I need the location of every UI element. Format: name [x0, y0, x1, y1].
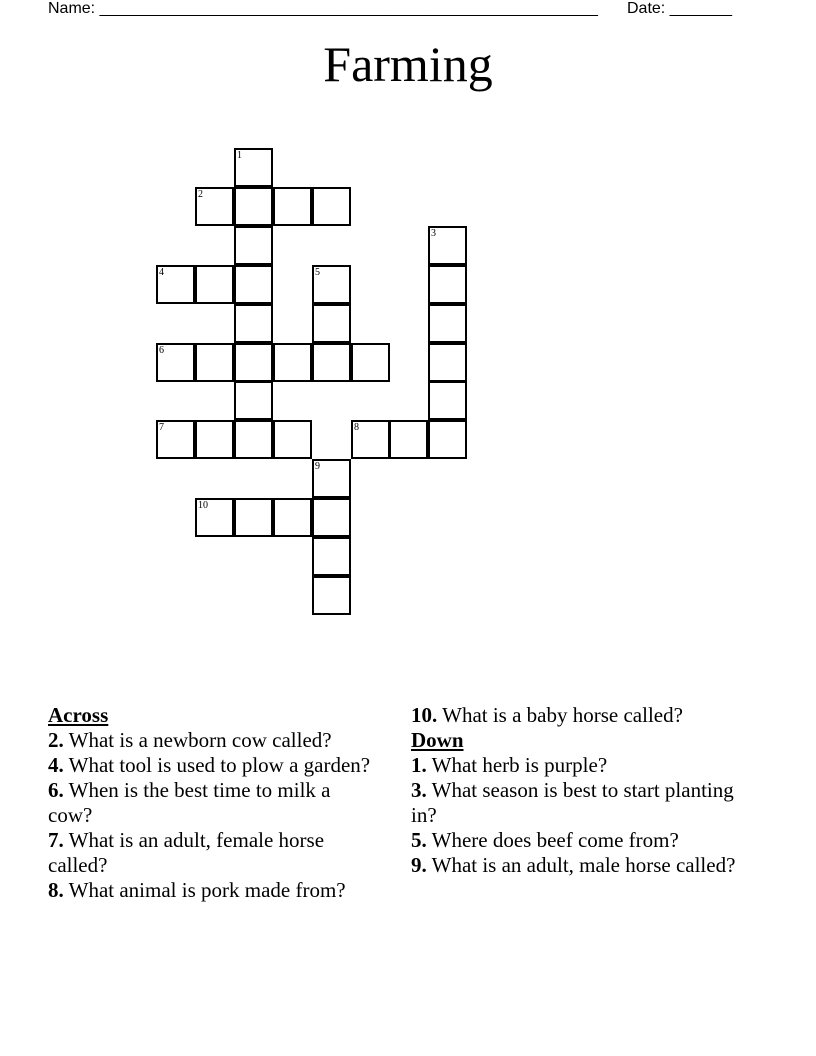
grid-cell[interactable]: [428, 226, 467, 265]
grid-cell[interactable]: [312, 498, 351, 537]
grid-cell[interactable]: [312, 187, 351, 226]
grid-cell[interactable]: [273, 343, 312, 382]
grid-cell[interactable]: [156, 265, 195, 304]
cell-number: 1: [237, 150, 242, 161]
across-clue-6: 6. When is the best time to milk a cow?: [48, 778, 331, 827]
grid-cell[interactable]: [195, 420, 234, 459]
cell-number: 3: [431, 228, 436, 239]
across-heading: Across: [48, 703, 109, 727]
grid-cell[interactable]: [428, 304, 467, 343]
down-clue-5: 5. Where does beef come from?: [411, 828, 679, 852]
grid-cell[interactable]: [234, 420, 273, 459]
header: [0, 0, 816, 22]
cell-number: 4: [159, 267, 164, 278]
grid-cell[interactable]: [428, 265, 467, 304]
cell-number: 5: [315, 267, 320, 278]
grid-cell[interactable]: [234, 343, 273, 382]
across-clue-8: 8. What animal is pork made from?: [48, 878, 346, 902]
grid-cell[interactable]: [234, 265, 273, 304]
down-heading: Down: [411, 728, 464, 752]
across-clue-7: 7. What is an adult, female horse called?: [48, 828, 325, 877]
grid-cell[interactable]: [234, 226, 273, 265]
grid-cell[interactable]: [273, 420, 312, 459]
across-clue-4: 4. What tool is used to plow a garden?: [48, 753, 371, 777]
clues-column-2: [411, 703, 751, 878]
grid-cell[interactable]: [195, 265, 234, 304]
down-clue-3: 3. What season is best to start planting in?: [411, 778, 734, 827]
name-field[interactable]: Name: ________________________________________________________: [48, 0, 598, 17]
cell-number: 2: [198, 189, 203, 200]
grid-cell[interactable]: [273, 187, 312, 226]
grid-cell[interactable]: [234, 304, 273, 343]
grid-cell[interactable]: [156, 343, 195, 382]
grid-cell[interactable]: [312, 265, 351, 304]
grid-cell[interactable]: [428, 420, 467, 459]
puzzle-title: Farming: [323, 36, 493, 92]
cell-number: 6: [159, 345, 164, 356]
clues-column-1: [48, 703, 378, 903]
grid-cell[interactable]: [351, 343, 390, 382]
grid-cell[interactable]: [234, 148, 273, 187]
grid-cell[interactable]: [351, 420, 390, 459]
cell-number: 8: [354, 422, 359, 433]
across-clue-10: 10. What is a baby horse called?: [411, 703, 683, 727]
grid-cell[interactable]: [312, 343, 351, 382]
across-clue-2: 2. What is a newborn cow called?: [48, 728, 332, 752]
down-clue-9: 9. What is an adult, male horse called?: [411, 853, 736, 877]
cell-number: 7: [159, 422, 164, 433]
grid-cell[interactable]: [389, 420, 428, 459]
down-clue-1: 1. What herb is purple?: [411, 753, 608, 777]
grid-cell[interactable]: [234, 187, 273, 226]
grid-cell[interactable]: [428, 343, 467, 382]
date-field[interactable]: Date: _______: [627, 0, 732, 17]
grid-cell[interactable]: [312, 576, 351, 615]
grid-cell[interactable]: [156, 420, 195, 459]
grid-cell[interactable]: [428, 381, 467, 420]
cell-number: 9: [315, 461, 320, 472]
grid-cell[interactable]: [195, 498, 234, 537]
grid-cell[interactable]: [312, 459, 351, 498]
grid-cell[interactable]: [273, 498, 312, 537]
grid-cell[interactable]: [234, 498, 273, 537]
grid-cell[interactable]: [195, 187, 234, 226]
grid-cell[interactable]: [312, 304, 351, 343]
grid-cell[interactable]: [234, 381, 273, 420]
grid-cell[interactable]: [312, 537, 351, 576]
cell-number: 10: [198, 500, 208, 511]
grid-cell[interactable]: [195, 343, 234, 382]
